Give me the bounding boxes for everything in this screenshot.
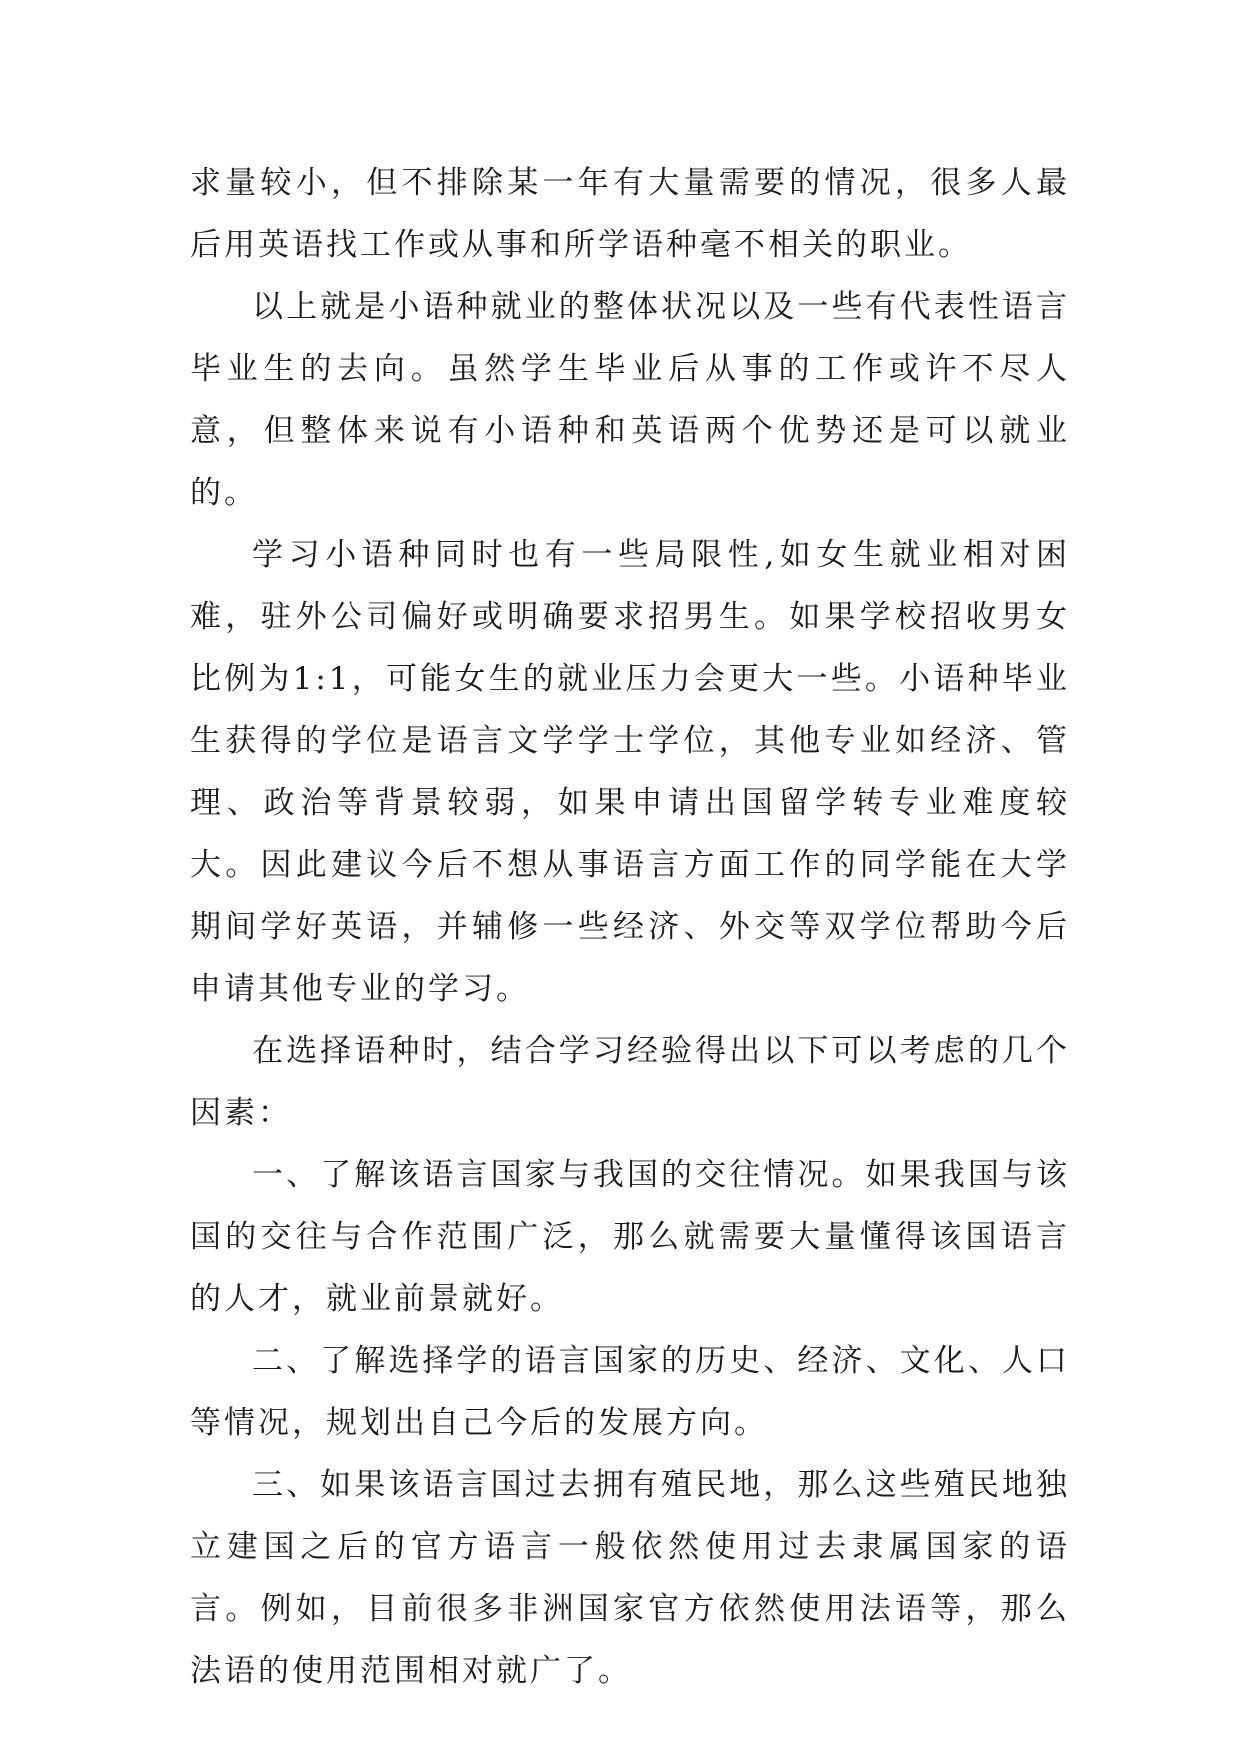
paragraph-2: 以上就是小语种就业的整体状况以及一些有代表性语言毕业生的去向。虽然学生毕业后从事的工作或许不尽人意，但整体来说有小语种和英语两个优势还是可以就业的。 (190, 289, 1070, 511)
paragraph-6: 二、了解选择学的语言国家的历史、经济、文化、人口等情况，规划出自己今后的发展方向。 (190, 1343, 1070, 1441)
paragraph-7: 三、如果该语言国过去拥有殖民地，那么这些殖民地独立建国之后的官方语言一般依然使用过去隶属国家的语言。例如，目前很多非洲国家官方依然使用法语等，那么法语的使用范围相对就广了。 (190, 1467, 1070, 1689)
paragraph-5: 一、了解该语言国家与我国的交往情况。如果我国与该国的交往与合作范围广泛，那么就需要大量懂得该国语言的人才，就业前景就好。 (190, 1157, 1070, 1317)
paragraph-4: 在选择语种时，结合学习经验得出以下可以考虑的几个因素： (190, 1033, 1070, 1131)
paragraph-1: 求量较小，但不排除某一年有大量需要的情况，很多人最后用英语找工作或从事和所学语种毫不相关的职业。 (190, 165, 1070, 263)
paragraph-3: 学习小语种同时也有一些局限性,如女生就业相对困难，驻外公司偏好或明确要求招男生。如果学校招收男女比例为1:1，可能女生的就业压力会更大一些。小语种毕业生获得的学位是语言文学学士学位，其他专业如经济、管理、政治等背景较弱，如果申请出国留学转专业难度较大。因此建议今后不想从事语言方面工作的同学能在大学期间学好英语，并辅修一些经济、外交等双学位帮助今后申请其他专业的学习。 (190, 537, 1070, 1007)
document-body (190, 152, 1070, 1702)
